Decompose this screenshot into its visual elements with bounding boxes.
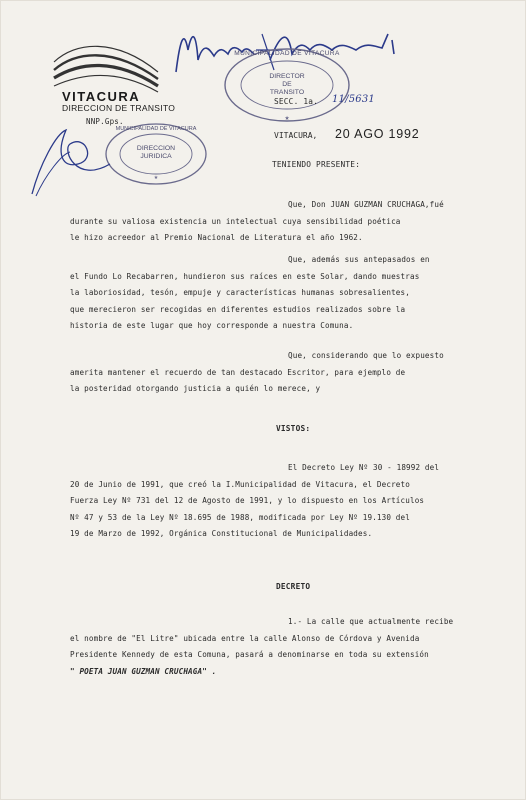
p1-line-1: Que, Don JUAN GUZMAN CRUCHAGA,fué [288, 200, 444, 209]
p2-line-2: el Fundo Lo Recabarren, hundieron sus raíces en este Solar, dando muestras [70, 271, 420, 281]
p3-line-1: Que, considerando que lo expuesto [288, 351, 444, 360]
p5-line-2: el nombre de "El Litre" ubicada entre la calle Alonso de Córdova y Avenida [70, 633, 420, 643]
svg-text:★: ★ [153, 173, 159, 181]
p4-line-1: El Decreto Ley Nº 30 - 18992 del [288, 463, 440, 472]
handwritten-initials [26, 124, 116, 200]
department-name: DIRECCION DE TRANSITO [62, 103, 176, 113]
stamp-arc-text: MUNICIPALIDAD DE VITACURA [234, 50, 340, 57]
p3-line-2: amerita mantener el recuerdo de tan destacado Escritor, para ejemplo de [70, 367, 406, 377]
p5-line-1: 1.- La calle que actualmente recibe [288, 617, 454, 626]
paragraph-5 [70, 614, 462, 680]
paragraph-2 [70, 252, 462, 335]
city-label: VITACURA, [274, 131, 318, 140]
reference-code: NNP.Gps. [86, 117, 124, 126]
date-stamp: 20 AGO 1992 [335, 127, 420, 141]
paragraph-3 [70, 348, 462, 398]
section-label: SECC. 1a. [274, 97, 319, 106]
p1-line-2: durante su valiosa existencia un intelectual cuya sensibilidad poética [70, 216, 401, 226]
juridica-arc-text: MUNICIPALIDAD DE VITACURA [115, 126, 197, 132]
svg-text:★: ★ [284, 113, 290, 122]
considering-heading: TENIENDO PRESENTE: [272, 160, 361, 169]
paragraph-4 [70, 460, 462, 543]
p2-line-1: Que, además sus antepasados en [288, 255, 430, 264]
section-number: 11/5631 [332, 94, 375, 105]
juridica-line2: JURIDICA [140, 153, 172, 160]
p4-line-4: Nº 47 y 53 de la Ley Nº 18.695 de 1988, modificada por Ley Nº 19.130 del [70, 512, 410, 522]
director-transit-stamp [222, 46, 352, 124]
p2-line-3: la laboriosidad, tesón, empuje y características humanas sobresalientes, [70, 288, 410, 297]
p4-line-3: Fuerza Ley Nº 731 del 12 de Agosto de 1991, y lo dispuesto en los Artículos [70, 496, 425, 505]
p3-line-3: la posteridad otorgando justicia a quién lo merece, y [70, 384, 321, 393]
logo-title: VITACURA [62, 89, 141, 104]
stamp-line-director: DIRECTOR [269, 73, 305, 80]
decreto-heading: DECRETO [276, 582, 311, 591]
p5-line-4: " POETA JUAN GUZMAN CRUCHAGA" . [70, 666, 217, 676]
paragraph-1 [70, 197, 462, 247]
p5-line-3: Presidente Kennedy de esta Comuna, pasará a denominarse en toda su extensión [70, 650, 429, 659]
stamp-line-transito: TRANSITO [269, 89, 305, 96]
p4-line-5: 19 de Marzo de 1992, Orgánica Constitucional de Municipalidades. [70, 529, 373, 538]
vistos-heading: VISTOS: [276, 424, 311, 433]
direccion-juridica-stamp [104, 122, 208, 186]
p1-line-3: le hizo acreedor al Premio Nacional de Literatura el año 1962. [70, 233, 363, 242]
p2-line-4: que merecieron ser recogidas en diferentes estudios realizados sobre la [70, 304, 406, 314]
stamp-line-de: DE [282, 81, 292, 88]
p2-line-5: historia de este lugar que hoy corresponde a nuestra Comuna. [70, 321, 354, 330]
juridica-line1: DIRECCION [136, 145, 176, 152]
p4-line-2: 20 de Junio de 1991, que creó la I.Municipalidad de Vitacura, el Decreto [70, 479, 410, 489]
